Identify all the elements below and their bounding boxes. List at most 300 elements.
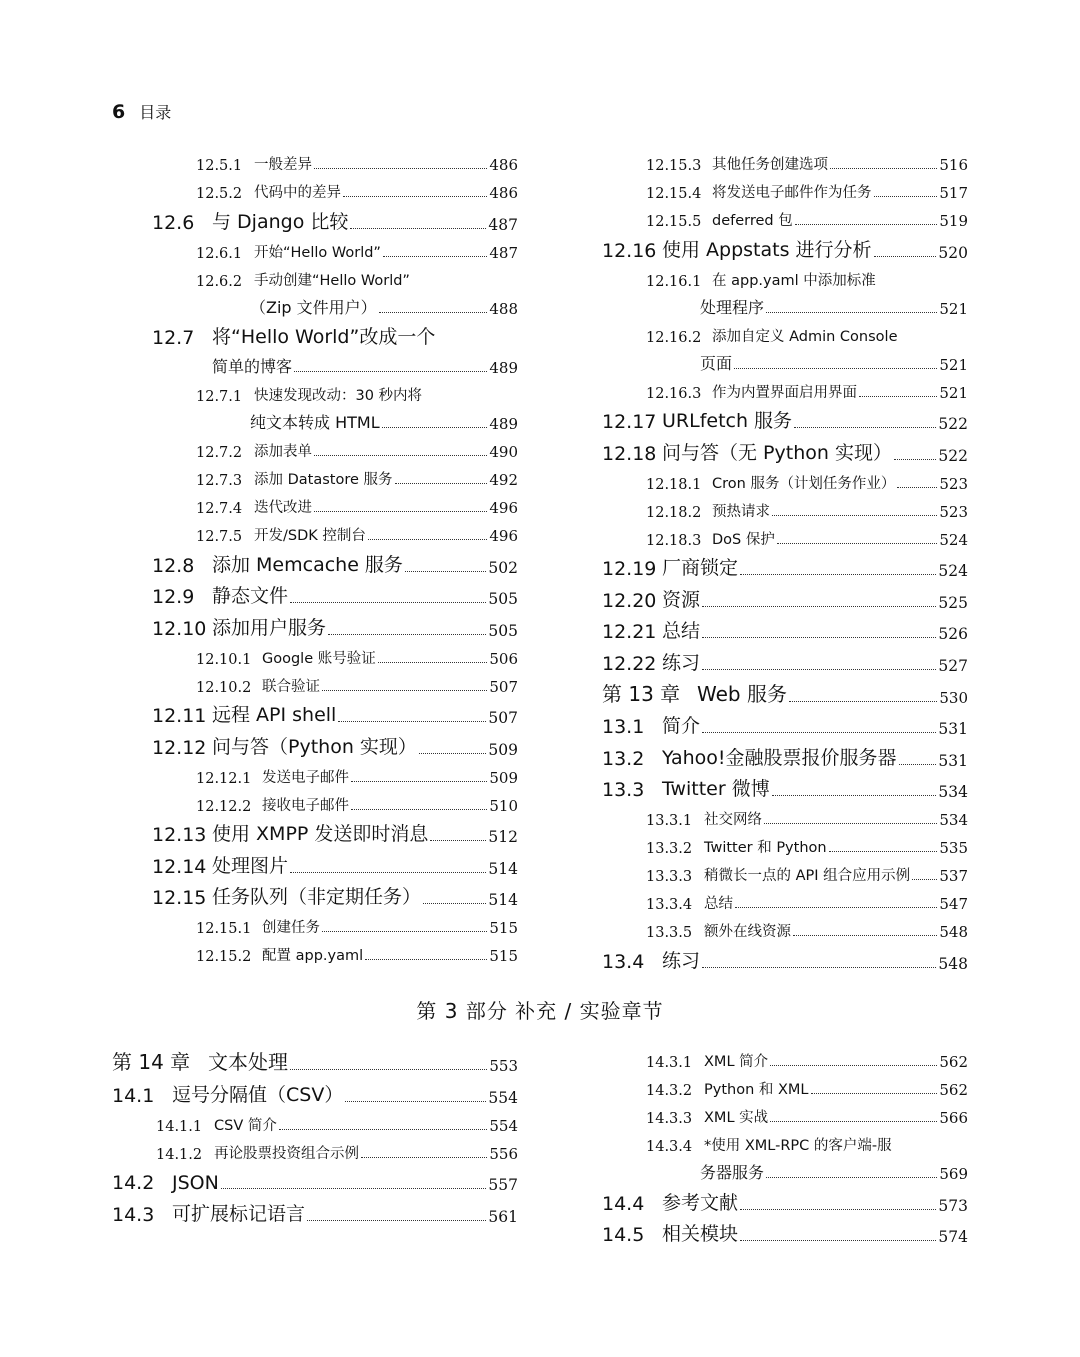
toc-entry	[602, 374, 968, 402]
entry-page-number: 486	[489, 156, 518, 174]
entry-page-number: 514	[488, 859, 518, 878]
toc-entry	[602, 1099, 968, 1127]
dot-leader	[899, 763, 937, 765]
entry-page-number: 535	[939, 839, 968, 857]
dot-leader	[766, 311, 937, 313]
dot-leader	[307, 1219, 486, 1221]
toc-entry	[602, 346, 968, 374]
entry-title: 添加用户服务	[212, 616, 327, 639]
entry-title: 联合验证	[262, 678, 320, 695]
entry-title: 接收电子邮件	[262, 797, 349, 814]
dot-leader	[378, 661, 488, 663]
entry-number: 12.15.2	[196, 949, 252, 965]
dot-leader	[350, 227, 486, 229]
entry-page-number: 557	[488, 1176, 518, 1194]
entry-title: 可扩展标记语言	[172, 1202, 306, 1225]
entry-title: 静态文件	[212, 585, 289, 607]
entry-title: 文本处理	[208, 1050, 288, 1074]
dot-leader	[328, 633, 486, 635]
entry-page-number: 514	[488, 891, 518, 909]
dot-leader	[395, 482, 488, 484]
entry-number: 12.16.3	[646, 385, 702, 402]
entry-number: 12.15.5	[646, 214, 702, 230]
entry-number: 14.2	[112, 1172, 155, 1194]
entry-title: 开始“Hello World”	[254, 244, 381, 261]
toc-entry	[602, 801, 968, 829]
entry-page-number: 522	[938, 446, 968, 465]
dot-leader	[894, 458, 936, 460]
entry-number: 12.7.2	[196, 445, 243, 461]
entry-number: 13.3.1	[646, 813, 693, 829]
entry-page-number: 561	[488, 1207, 518, 1226]
entry-page-number: 574	[938, 1228, 968, 1246]
dot-leader	[368, 538, 487, 540]
entry-page-number: 534	[939, 811, 968, 829]
dot-leader	[279, 1128, 488, 1130]
entry-title: 练习	[662, 651, 701, 674]
entry-page-number: 531	[938, 751, 968, 770]
toc-entry	[152, 234, 518, 262]
toc-entry	[152, 696, 518, 728]
dot-leader	[770, 1120, 937, 1122]
entry-page-number: 486	[489, 184, 518, 202]
toc-entry	[602, 643, 968, 675]
toc-entry	[152, 545, 518, 577]
entry-number: 12.14	[152, 855, 207, 878]
entry-page-number: 496	[489, 499, 518, 517]
entry-number: 13.2	[602, 747, 645, 770]
entry-title: （Zip 文件用户）	[250, 297, 377, 317]
entry-page-number: 521	[939, 299, 968, 318]
entry-title: *使用 XML-RPC 的客户端-服	[704, 1138, 892, 1154]
entry-number: 12.6	[152, 211, 195, 234]
entry-page-number: 548	[939, 923, 968, 941]
entry-number: 13.1	[602, 716, 645, 738]
entry-number: 12.7.5	[196, 529, 243, 545]
entry-title: 代码中的差异	[254, 185, 341, 201]
entry-page-number: 505	[488, 621, 518, 640]
dot-leader	[314, 454, 487, 456]
toc-column-left-bottom	[112, 1043, 518, 1226]
entry-title: 页面	[700, 353, 733, 373]
entry-title: 纯文本转成 HTML	[250, 413, 380, 432]
entry-title: deferred 包	[712, 213, 793, 229]
toc-entry	[152, 290, 518, 318]
entry-number: 12.19	[602, 558, 657, 580]
dot-leader	[379, 311, 488, 313]
entry-page-number: 531	[938, 720, 968, 738]
toc-entry	[152, 433, 518, 461]
toc-entry	[152, 349, 518, 377]
entry-page-number: 524	[938, 562, 968, 580]
dot-leader	[419, 752, 487, 754]
entry-number: 12.17	[602, 411, 657, 433]
toc-entry	[112, 1163, 518, 1195]
entry-number: 14.3.2	[646, 1083, 693, 1099]
entry-title: Python 和 XML	[704, 1082, 809, 1098]
entry-page-number: 489	[489, 359, 518, 377]
entry-number: 12.6.1	[196, 245, 243, 262]
toc-entry	[152, 318, 518, 350]
entry-number: 12.7	[152, 327, 195, 349]
entry-number: 12.7.3	[196, 473, 243, 489]
entry-title: 开发/SDK 控制台	[254, 528, 366, 544]
dot-leader	[382, 426, 488, 428]
dot-leader	[859, 395, 937, 397]
toc-entry	[602, 465, 968, 493]
toc-entry	[602, 707, 968, 739]
dot-leader	[702, 668, 936, 670]
toc-entry	[602, 941, 968, 973]
entry-page-number: 562	[939, 1081, 968, 1099]
entry-number: 14.3	[112, 1203, 155, 1226]
entry-title: 添加表单	[254, 444, 312, 460]
dot-leader	[702, 966, 936, 968]
entry-page-number: 527	[938, 656, 968, 675]
entry-number: 12.13	[152, 824, 207, 846]
toc-entry	[152, 846, 518, 878]
entry-number: 13.3.2	[646, 841, 693, 857]
dot-leader	[294, 370, 487, 372]
running-header	[112, 100, 171, 123]
entry-title: JSON	[172, 1172, 219, 1194]
entry-page-number: 521	[939, 383, 968, 402]
entry-page-number: 506	[489, 649, 518, 668]
dot-leader	[772, 514, 937, 516]
entry-number: 14.1.1	[156, 1118, 203, 1135]
entry-title: 务器服务	[700, 1163, 765, 1182]
entry-page-number: 488	[489, 299, 518, 318]
entry-page-number: 523	[939, 502, 968, 521]
dot-leader	[740, 1239, 936, 1241]
dot-leader	[405, 570, 486, 572]
entry-title: 问与答（Python 实现）	[212, 735, 417, 758]
toc-entry	[602, 433, 968, 465]
entry-number: 12.18.1	[646, 476, 702, 493]
toc-entry	[152, 202, 518, 234]
entry-page-number: 534	[938, 783, 968, 801]
entry-title: 添加自定义 Admin Console	[712, 328, 898, 345]
entry-number: 12.5.1	[196, 158, 243, 174]
entry-number: 13.3.5	[646, 925, 693, 941]
entry-page-number: 547	[939, 895, 968, 913]
toc-entry	[602, 1043, 968, 1071]
dot-leader	[829, 850, 938, 852]
toc-entry	[152, 517, 518, 545]
entry-number: 12.18.3	[646, 532, 702, 549]
entry-title: 作为内置界面启用界面	[712, 384, 857, 401]
entry-page-number: 509	[489, 768, 518, 787]
toc-entry	[602, 230, 968, 262]
toc-entry	[152, 146, 518, 174]
dot-leader	[351, 808, 487, 810]
entry-number: 12.16	[602, 239, 657, 262]
dot-leader	[811, 1092, 938, 1094]
entry-title: 额外在线资源	[704, 924, 791, 940]
toc-entry	[152, 937, 518, 965]
dot-leader	[740, 1208, 936, 1210]
toc-entry	[602, 318, 968, 346]
entry-title: 练习	[662, 949, 701, 972]
entry-title: Google 账号验证	[262, 650, 376, 667]
dot-leader	[423, 902, 486, 904]
entry-number: 12.15.4	[646, 186, 702, 202]
toc-entry	[112, 1075, 518, 1107]
entry-title: 创建任务	[262, 920, 320, 936]
running-title: 目录	[139, 103, 172, 122]
toc-entry	[602, 770, 968, 802]
entry-title: 总结	[704, 896, 733, 912]
dot-leader	[770, 1064, 937, 1066]
entry-title: 社交网络	[704, 812, 762, 828]
toc-entry	[112, 1107, 518, 1135]
entry-page-number: 522	[938, 415, 968, 433]
entry-page-number: 566	[939, 1109, 968, 1127]
toc-entry	[152, 787, 518, 815]
entry-number: 12.22	[602, 652, 657, 675]
entry-number: 13.3.3	[646, 869, 693, 885]
toc-entry	[602, 1215, 968, 1247]
dot-leader	[290, 601, 486, 603]
entry-title: Cron 服务（计划任务作业）	[712, 475, 896, 492]
dot-leader	[766, 1176, 937, 1178]
dot-leader	[338, 720, 486, 722]
entry-page-number: 487	[488, 215, 518, 234]
dot-leader	[874, 195, 938, 197]
dot-leader	[795, 223, 938, 225]
toc-entry	[602, 1071, 968, 1099]
entry-page-number: 505	[488, 590, 518, 608]
entry-page-number: 510	[489, 796, 518, 815]
dot-leader	[702, 731, 936, 733]
dot-leader	[290, 1068, 487, 1070]
toc-entry	[602, 549, 968, 581]
toc-entry	[602, 1127, 968, 1155]
entry-number: 14.1.2	[156, 1146, 203, 1163]
toc-entry	[152, 461, 518, 489]
entry-number: 12.9	[152, 586, 195, 608]
toc-entry	[152, 759, 518, 787]
dot-leader	[874, 255, 937, 257]
toc-entry	[152, 377, 518, 405]
dot-leader	[365, 958, 487, 960]
entry-title: 处理图片	[212, 854, 289, 877]
dot-leader	[430, 839, 486, 841]
toc-entry	[152, 577, 518, 609]
dot-leader	[740, 573, 936, 575]
entry-page-number: 573	[938, 1196, 968, 1215]
entry-page-number: 507	[489, 677, 518, 696]
dot-leader	[702, 605, 936, 607]
entry-title: XML 简介	[704, 1054, 769, 1070]
toc-entry	[152, 815, 518, 847]
entry-number: 12.15.1	[196, 921, 252, 937]
entry-page-number: 517	[939, 184, 968, 202]
toc-column-right-top	[602, 146, 968, 973]
entry-number: 14.1	[112, 1084, 155, 1107]
dot-leader	[830, 167, 937, 169]
toc-entry	[112, 1194, 518, 1226]
toc-entry	[602, 146, 968, 174]
dot-leader	[789, 700, 937, 702]
entry-title: 与 Django 比较	[212, 210, 349, 233]
entry-page-number: 502	[488, 558, 518, 577]
toc-entry	[602, 521, 968, 549]
entry-title: Web 服务	[697, 681, 787, 706]
entry-page-number: 537	[939, 867, 968, 885]
toc-column-right-bottom	[602, 1043, 968, 1246]
toc-entry	[602, 1155, 968, 1183]
entry-page-number: 554	[488, 1088, 518, 1107]
entry-number: 12.16.1	[646, 273, 702, 290]
entry-page-number: 489	[489, 415, 518, 433]
toc-entry	[152, 405, 518, 433]
entry-number: 13.3.4	[646, 897, 693, 913]
dot-leader	[343, 195, 487, 197]
entry-number: 13.4	[602, 950, 645, 973]
entry-number: 12.7.4	[196, 501, 243, 517]
entry-page-number: 490	[489, 443, 518, 461]
toc-entry	[602, 493, 968, 521]
entry-title: 发送电子邮件	[262, 769, 349, 786]
dot-leader	[351, 780, 487, 782]
entry-page-number: 569	[939, 1165, 968, 1183]
toc-entry	[602, 829, 968, 857]
entry-title: 其他任务创建选项	[712, 157, 828, 173]
entry-number: 12.11	[152, 705, 207, 727]
entry-title: 手动创建“Hello World”	[254, 272, 410, 289]
entry-number: 14.3.3	[646, 1111, 693, 1127]
entry-title: 预热请求	[712, 503, 770, 520]
toc-entry	[602, 202, 968, 230]
entry-page-number: 548	[938, 954, 968, 973]
entry-title: Twitter 和 Python	[704, 840, 827, 856]
entry-number: 12.12.2	[196, 798, 252, 815]
entry-title: 逗号分隔值（CSV）	[172, 1083, 344, 1106]
toc-entry	[152, 878, 518, 910]
dot-leader	[702, 636, 936, 638]
toc-entry	[152, 909, 518, 937]
toc-entry	[602, 857, 968, 885]
toc-entry	[602, 402, 968, 434]
toc-entry	[602, 738, 968, 770]
entry-number: 12.15.3	[646, 158, 702, 174]
entry-page-number: 515	[489, 947, 518, 965]
entry-title: 简介	[662, 715, 701, 737]
entry-title: 将“Hello World”改成一个	[212, 326, 436, 348]
entry-number: 第 14 章	[112, 1050, 191, 1074]
toc-entry	[602, 885, 968, 913]
entry-page-number: 525	[938, 593, 968, 612]
entry-title: 添加 Memcache 服务	[212, 553, 403, 576]
entry-number: 14.5	[602, 1224, 645, 1246]
dot-leader	[361, 1156, 487, 1158]
toc-entry	[602, 290, 968, 318]
entry-number: 12.10.2	[196, 679, 252, 696]
entry-title: 问与答（无 Python 实现）	[662, 441, 892, 464]
toc-entry	[602, 675, 968, 707]
toc-entry	[152, 608, 518, 640]
dot-leader	[383, 255, 487, 257]
entry-page-number: 520	[938, 243, 968, 262]
entry-title: 使用 XMPP 发送即时消息	[212, 823, 429, 845]
dot-leader	[897, 486, 937, 488]
entry-page-number: 524	[939, 530, 968, 549]
entry-title: 一般差异	[254, 157, 312, 173]
dot-leader	[221, 1187, 487, 1189]
toc-entry	[152, 668, 518, 696]
entry-number: 14.3.4	[646, 1139, 693, 1155]
entry-title: 简单的博客	[212, 357, 293, 376]
entry-title: 相关模块	[662, 1223, 739, 1245]
entry-page-number: 516	[939, 156, 968, 174]
entry-number: 12.10.1	[196, 651, 252, 668]
toc-entry	[152, 489, 518, 517]
entry-number: 第 13 章	[602, 681, 681, 706]
entry-page-number: 519	[939, 212, 968, 230]
dot-leader	[314, 510, 487, 512]
entry-title: 厂商锁定	[662, 557, 739, 579]
entry-title: XML 实战	[704, 1110, 769, 1126]
toc-entry	[152, 174, 518, 202]
entry-page-number: 556	[489, 1144, 518, 1163]
toc-entry	[602, 913, 968, 941]
page-number: 6	[112, 101, 126, 123]
entry-page-number: 554	[489, 1116, 518, 1135]
entry-number: 12.12	[152, 736, 207, 759]
toc-entry	[602, 174, 968, 202]
entry-page-number: 553	[489, 1057, 518, 1075]
dot-leader	[735, 906, 937, 908]
entry-title: 总结	[662, 620, 701, 642]
toc-entry	[112, 1135, 518, 1163]
entry-number: 12.18	[602, 442, 657, 465]
dot-leader	[912, 878, 937, 880]
entry-number: 12.12.1	[196, 770, 252, 787]
toc-entry	[602, 612, 968, 644]
entry-title: 任务队列（非定期任务）	[212, 886, 422, 908]
toc-entry	[152, 262, 518, 290]
entry-page-number: 507	[488, 709, 518, 727]
toc-entry	[602, 1183, 968, 1215]
dot-leader	[314, 167, 487, 169]
toc-entry	[112, 1043, 518, 1075]
entry-title: Yahoo!金融股票报价服务器	[662, 746, 897, 769]
entry-title: CSV 简介	[214, 1117, 277, 1134]
entry-page-number: 562	[939, 1053, 968, 1071]
entry-title: 稍微长一点的 API 组合应用示例	[704, 868, 911, 884]
dot-leader	[734, 367, 937, 369]
entry-title: 使用 Appstats 进行分析	[662, 238, 872, 261]
dot-leader	[322, 689, 487, 691]
entry-title: 再论股票投资组合示例	[214, 1145, 359, 1162]
toc-entry	[152, 640, 518, 668]
toc-entry	[602, 262, 968, 290]
entry-page-number: 512	[488, 828, 518, 846]
dot-leader	[777, 542, 938, 544]
entry-page-number: 530	[939, 688, 968, 707]
toc-column-left-top	[152, 146, 518, 965]
toc-entry	[152, 727, 518, 759]
entry-title: 快速发现改动：30 秒内将	[254, 388, 423, 404]
entry-number: 12.18.2	[646, 504, 702, 521]
toc-entry	[602, 580, 968, 612]
entry-page-number: 509	[488, 740, 518, 759]
entry-number: 12.20	[602, 589, 657, 612]
entry-title: 处理程序	[700, 297, 765, 317]
entry-title: 在 app.yaml 中添加标准	[712, 272, 876, 289]
entry-number: 12.21	[602, 621, 657, 643]
